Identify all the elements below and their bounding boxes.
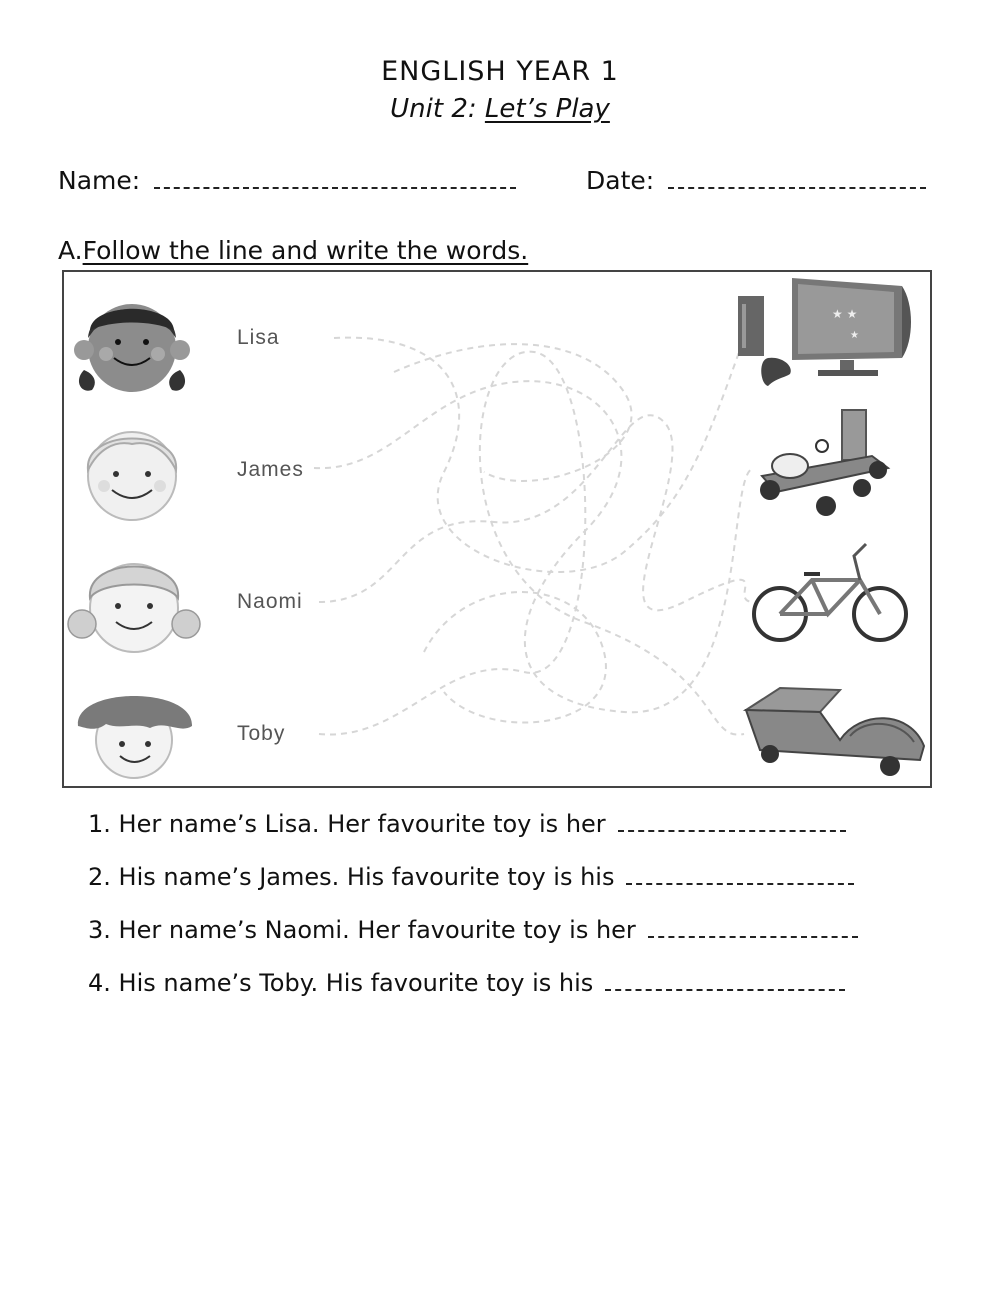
sentence-text: Her name’s Naomi. Her favourite toy is her xyxy=(118,916,636,944)
sentence-number: 2. xyxy=(88,863,111,891)
girl-dark-hair-icon xyxy=(70,290,200,398)
answer-blank-4[interactable] xyxy=(605,971,845,991)
unit-prefix: Unit 2: xyxy=(390,94,477,124)
date-label: Date: xyxy=(586,166,655,195)
date-blank[interactable] xyxy=(668,167,926,189)
name-blank[interactable] xyxy=(154,167,516,189)
sentence-text: His name’s Toby. His favourite toy is his xyxy=(118,969,594,997)
sentence-4 xyxy=(88,969,845,997)
sentence-3 xyxy=(88,916,858,944)
computer-game-icon xyxy=(732,274,916,392)
child-name-lisa: Lisa xyxy=(237,326,280,349)
go-kart-icon xyxy=(752,406,892,518)
toy-car-icon xyxy=(740,680,930,780)
sentence-number: 3. xyxy=(88,916,111,944)
boy-light-hair-icon xyxy=(70,420,200,528)
answer-blank-2[interactable] xyxy=(626,865,854,885)
sentence-number: 4. xyxy=(88,969,111,997)
child-name-toby: Toby xyxy=(237,722,286,745)
worksheet-title: ENGLISH YEAR 1 xyxy=(381,56,619,87)
child-name-naomi: Naomi xyxy=(237,590,303,613)
sentence-2 xyxy=(88,863,854,891)
instruction-text: Follow the line and write the words. xyxy=(82,236,529,265)
section-a-instruction xyxy=(58,236,528,265)
sentence-text: His name’s James. His favourite toy is his xyxy=(118,863,615,891)
svg-text:★: ★ xyxy=(850,330,859,341)
bicycle-icon xyxy=(750,540,910,650)
girl-curly-hair-icon xyxy=(66,550,206,662)
answer-blank-1[interactable] xyxy=(618,812,846,832)
answer-blank-3[interactable] xyxy=(648,918,858,938)
section-letter: A. xyxy=(58,236,83,265)
matching-exercise-box xyxy=(62,270,932,788)
sentence-number: 1. xyxy=(88,810,111,838)
svg-text:★ ★: ★ ★ xyxy=(832,307,858,321)
name-field xyxy=(58,166,516,195)
date-field xyxy=(586,166,926,195)
name-label: Name: xyxy=(58,166,141,195)
boy-messy-hair-icon xyxy=(70,682,200,782)
sentence-text: Her name’s Lisa. Her favourite toy is her xyxy=(118,810,606,838)
unit-title: Let’s Play xyxy=(484,94,610,124)
child-name-james: James xyxy=(237,458,304,481)
sentence-1 xyxy=(88,810,846,838)
unit-subtitle xyxy=(0,94,1000,124)
